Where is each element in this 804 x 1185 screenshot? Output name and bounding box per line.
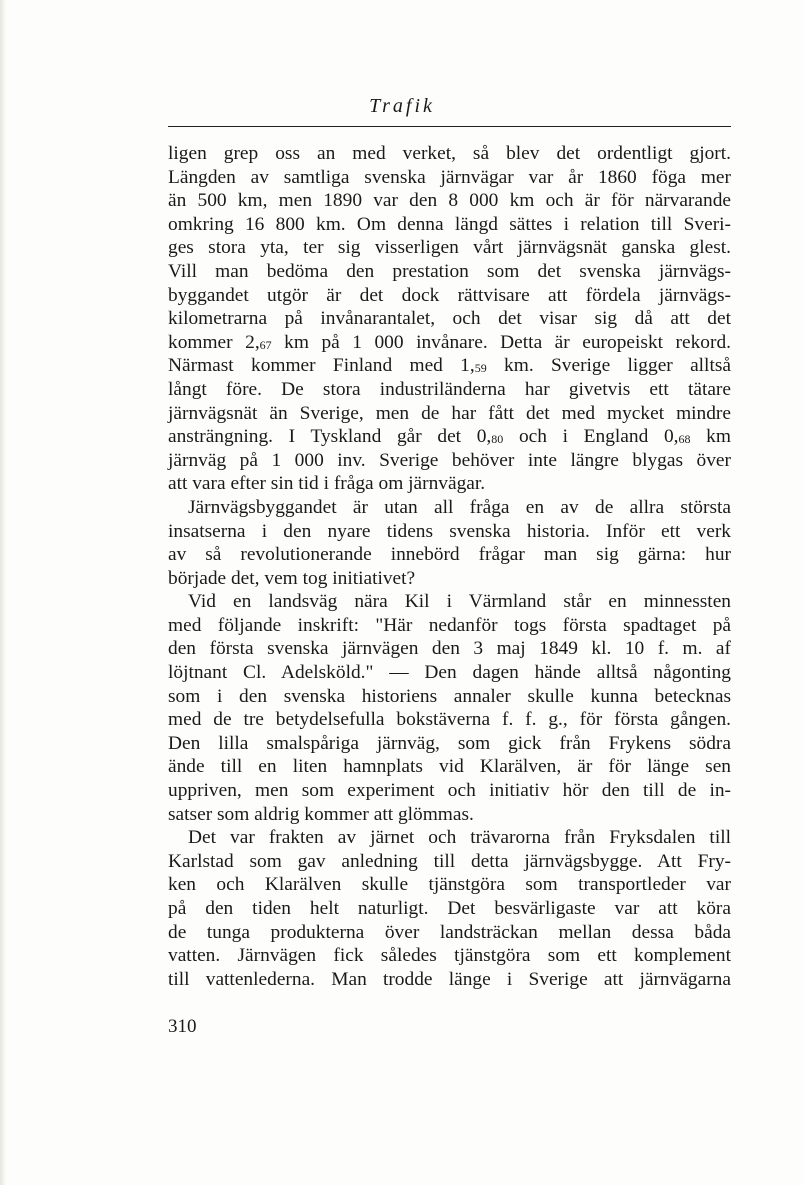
text-line: med följande inskrift: "Här nedanför togs första spadtaget på <box>168 614 731 636</box>
text-line: uppriven, men som experiment och initiativ hör den till de in- <box>168 780 731 802</box>
running-header: Trafik <box>369 95 435 117</box>
decimal-fraction: 68 <box>678 432 691 447</box>
text-line: järnväg på 1 000 inv. Sverige behöver inte längre blygas över <box>168 449 731 471</box>
text-line: långt före. De stora industriländerna har givetvis ett tätare <box>168 378 731 400</box>
text-line: Längden av samtliga svenska järnvägar var år 1860 föga mer <box>168 166 731 188</box>
page-number: 310 <box>168 1016 197 1037</box>
text-line: med de tre betydelsefulla bokstäverna f. f. g., för första gången. <box>168 709 731 731</box>
text-line: järnvägsnät än Sverige, men de har fått det med mycket mindre <box>168 402 731 424</box>
decimal-fraction: 59 <box>474 361 487 376</box>
text-line: ges stora yta, ter sig visserligen vårt järnvägsnät ganska glest. <box>168 237 731 259</box>
text-line: insatserna i den nyare tidens svenska historia. Inför ett verk <box>168 520 731 542</box>
header-rule <box>168 126 731 127</box>
text-line: vatten. Järnvägen fick således tjänstgöra som ett komplement <box>168 945 731 967</box>
text-segment: Närmast kommer Finland med 1, <box>168 355 475 377</box>
text-line: på den tiden helt naturligt. Det besvärligaste var att köra <box>168 898 731 919</box>
text-segment: och i England 0, <box>503 426 679 448</box>
text-line: omkring 16 800 km. Om denna längd sättes i relation till Sveri- <box>168 213 731 235</box>
text-line: av så revolutionerande innebörd frågar man sig gärna: hur <box>168 544 731 566</box>
text-line: de tunga produkterna över landsträckan mellan dessa båda <box>168 921 731 943</box>
text-segment: km <box>690 426 731 448</box>
text-line: Vid en landsväg nära Kil i Värmland står en minnessten <box>188 591 731 613</box>
decimal-fraction: 80 <box>491 432 504 447</box>
text-segment: km. Sverige ligger alltså <box>486 355 731 377</box>
text-line: Den lilla smalspåriga järnväg, som gick från Frykens södra <box>168 732 731 754</box>
text-line: byggandet utgör är det dock rättvisare att fördela järnvägs- <box>168 284 731 306</box>
text-line: satser som aldrig kommer att glömmas. <box>168 803 474 825</box>
text-line: ände till en liten hamnplats vid Klarälven, är för länge sen <box>168 756 731 778</box>
text-line: Det var frakten av järnet och trävarorna från Fryksdalen till <box>188 827 731 849</box>
text-line: att vara efter sin tid i fråga om järnvägar. <box>168 473 486 495</box>
text-line: den första svenska järnvägen den 3 maj 1849 kl. 10 f. m. af <box>168 638 731 660</box>
text-line: började det, vem tog initiativet? <box>168 567 416 589</box>
text-line <box>168 425 731 449</box>
text-line: till vattenlederna. Man trodde länge i Sverige att järnvägarna <box>168 968 731 990</box>
text-line: ken och Klarälven skulle tjänstgöra som transportleder var <box>168 874 731 896</box>
text-line: löjtnant Cl. Adelsköld." — Den dagen hände alltså någonting <box>168 662 731 684</box>
text-line: Vill man bedöma den prestation som det svenska järnvägs- <box>168 260 731 282</box>
text-line: som i den svenska historiens annaler skulle kunna betecknas <box>168 685 731 707</box>
text-segment: km på 1 000 invånare. Detta är europeiskt rekord. <box>271 331 731 353</box>
text-line: än 500 km, men 1890 var den 8 000 km och är för närvarande <box>168 190 731 212</box>
text-segment: kommer 2, <box>168 331 260 353</box>
text-line: Karlstad som gav anledning till detta järnvägsbygge. Att Fry- <box>168 850 731 872</box>
page-edge <box>0 0 6 1185</box>
text-segment: ansträngning. I Tyskland går det 0, <box>168 426 492 448</box>
text-line <box>168 354 731 378</box>
text-line: kilometrarna på invånarantalet, och det visar sig då att det <box>168 308 731 330</box>
text-line <box>168 331 731 355</box>
text-line: ligen grep oss an med verket, så blev det ordentligt gjort. <box>168 143 731 164</box>
decimal-fraction: 67 <box>259 337 272 352</box>
body-text <box>168 142 731 991</box>
text-line: Järnvägsbyggandet är utan all fråga en av de allra största <box>188 496 731 518</box>
